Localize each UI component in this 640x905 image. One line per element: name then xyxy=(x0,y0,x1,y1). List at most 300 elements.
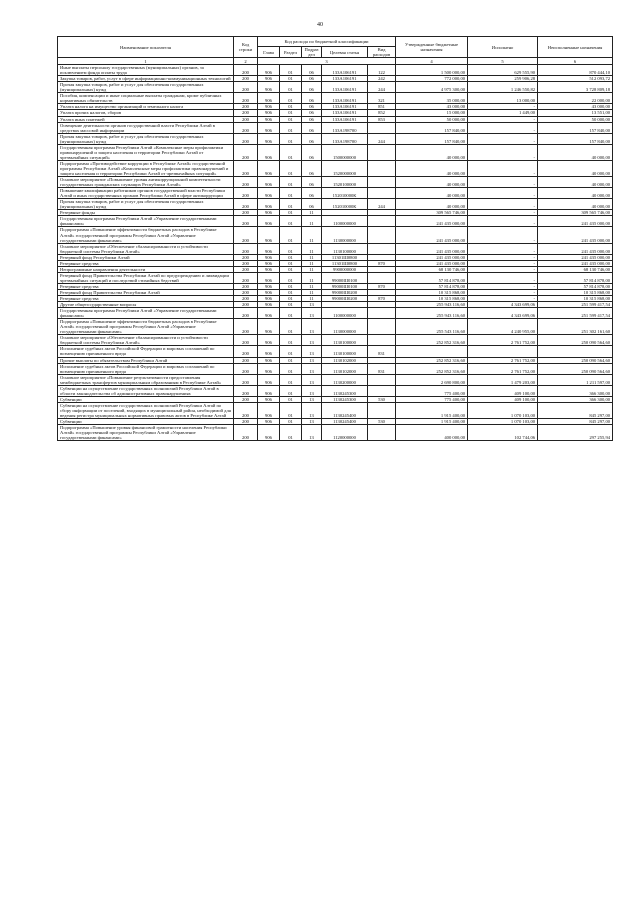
column-number: 6 xyxy=(538,58,613,65)
cell-name: Субвенции на осуществление государственных полномочий Республики Алтай по сбору информации от поселений, входящих в муниципальный район, необходимой для ведения регистра муниципальных нормативных правовых актов в Республике Алтай xyxy=(58,402,234,418)
cell-row-code: 200 xyxy=(234,402,258,418)
cell-name: Другие общегосударственные вопросы xyxy=(58,302,234,308)
cell-row-code: 200 xyxy=(234,216,258,227)
table-row xyxy=(58,216,613,227)
cell-section: 01 xyxy=(280,283,302,289)
cell-target: 1130245400 xyxy=(322,402,368,418)
cell-row-code: 200 xyxy=(234,133,258,144)
cell-approved xyxy=(396,346,468,357)
cell-target: 133А106191 xyxy=(322,76,368,82)
cell-chapter: 906 xyxy=(258,188,280,199)
cell-subsection: 11 xyxy=(302,272,322,283)
cell-subsection: 13 xyxy=(302,425,322,441)
cell-section: 01 xyxy=(280,308,302,319)
cell-approved: 1 500 000,00 xyxy=(396,65,468,76)
cell-row-code: 200 xyxy=(234,302,258,308)
cell-chapter: 906 xyxy=(258,227,280,243)
cell-chapter: 906 xyxy=(258,76,280,82)
cell-unexecuted: 43 000,00 xyxy=(538,104,613,110)
cell-name: Уплата прочих налогов, сборов xyxy=(58,110,234,116)
cell-row-code: 200 xyxy=(234,254,258,260)
cell-section: 01 xyxy=(280,363,302,374)
cell-expense-type: 831 xyxy=(368,346,396,357)
cell-executed: - xyxy=(468,199,538,210)
cell-target: 133А106191 xyxy=(322,93,368,104)
cell-unexecuted: 250 090 564,60 xyxy=(538,335,613,346)
cell-executed: - xyxy=(468,216,538,227)
cell-subsection: 13 xyxy=(302,396,322,402)
cell-row-code: 200 xyxy=(234,289,258,295)
cell-unexecuted: 250 090 564,60 xyxy=(538,363,613,374)
cell-approved: 15 000,00 xyxy=(396,110,468,116)
cell-name: Государственная программа Республики Алтай «Комплексные меры профилактики правонарушений и защита населения и территории Республики Алтай от чрезвычайных ситуаций» xyxy=(58,144,234,160)
cell-approved: 252 852 316,60 xyxy=(396,363,468,374)
cell-expense-type: 530 xyxy=(368,396,396,402)
cell-name: Субвенции на осуществление государственных полномочий Республики Алтай в области законодательства об административных правонарушениях xyxy=(58,385,234,396)
header-expense-type: Вид расходов xyxy=(368,47,396,58)
cell-name: Прочая закупка товаров, работ и услуг для обеспечения государственных (муниципальных) нужд xyxy=(58,133,234,144)
cell-unexecuted: 40 000,00 xyxy=(538,199,613,210)
cell-unexecuted: 50 000,00 xyxy=(538,116,613,122)
cell-target: 1120000000 xyxy=(322,425,368,441)
cell-executed: - xyxy=(468,188,538,199)
table-body xyxy=(58,65,613,441)
cell-chapter: 906 xyxy=(258,402,280,418)
cell-unexecuted: 40 000,00 xyxy=(538,177,613,188)
cell-section: 01 xyxy=(280,104,302,110)
column-number: 4 xyxy=(396,58,468,65)
cell-chapter: 906 xyxy=(258,243,280,254)
cell-section: 01 xyxy=(280,357,302,363)
table-row xyxy=(58,188,613,199)
cell-chapter: 906 xyxy=(258,283,280,289)
cell-executed: - xyxy=(468,266,538,272)
cell-unexecuted xyxy=(538,346,613,357)
cell-unexecuted: 309 565 746,00 xyxy=(538,210,613,216)
cell-target: 1130100000 xyxy=(322,346,368,357)
cell-section: 01 xyxy=(280,216,302,227)
cell-subsection: 13 xyxy=(302,346,322,357)
cell-expense-type xyxy=(368,188,396,199)
cell-target: 152010000К xyxy=(322,188,368,199)
column-number: 2 xyxy=(234,58,258,65)
cell-subsection: 13 xyxy=(302,374,322,385)
header-approved: Утвержденные бюджетные назначения xyxy=(396,37,468,58)
cell-section: 01 xyxy=(280,396,302,402)
cell-name: Закупка товаров, работ, услуг в сфере информационно-коммуникационных технологий xyxy=(58,76,234,82)
cell-subsection: 06 xyxy=(302,144,322,160)
cell-row-code: 200 xyxy=(234,319,258,335)
table-row xyxy=(58,346,613,357)
table-row xyxy=(58,82,613,93)
cell-section: 01 xyxy=(280,302,302,308)
cell-expense-type xyxy=(368,308,396,319)
cell-approved: 309 565 746,00 xyxy=(396,210,468,216)
cell-name: Основное мероприятие «Повышение результативности предоставления межбюджетных трансфертов муниципальным образованиям в Республике Алтай» xyxy=(58,374,234,385)
table-row xyxy=(58,385,613,396)
cell-name: Пособия, компенсации и иные социальные выплаты гражданам, кроме публичных нормативных обязательств xyxy=(58,93,234,104)
cell-unexecuted: 241 435 000,00 xyxy=(538,216,613,227)
table-row xyxy=(58,177,613,188)
cell-target: 99000Ш0100 xyxy=(322,283,368,289)
cell-unexecuted: 241 435 000,00 xyxy=(538,227,613,243)
cell-name: Прочие выплаты по обязательствам Республики Алтай xyxy=(58,357,234,363)
cell-subsection: 11 xyxy=(302,260,322,266)
cell-name: Освещение деятельности органов государственной власти Республики Алтай в средствах массовой информации xyxy=(58,122,234,133)
cell-name: Подпрограмма «Повышение эффективности бюджетных расходов в Республике Алтай» государственной программы Республики Алтай «Управление государственными финансами» xyxy=(58,319,234,335)
cell-subsection: 06 xyxy=(302,110,322,116)
cell-unexecuted: 10 315 868,00 xyxy=(538,296,613,302)
cell-name: Резервный фонд Правительства Республики Алтай по предупреждению и ликвидации чрезвычайных ситуаций и последствий стихийных бедствий xyxy=(58,272,234,283)
cell-unexecuted: 366 300,00 xyxy=(538,385,613,396)
cell-executed: 4 240 955,00 xyxy=(468,319,538,335)
cell-row-code: 200 xyxy=(234,144,258,160)
table-header xyxy=(58,37,613,65)
cell-section: 01 xyxy=(280,110,302,116)
cell-section: 01 xyxy=(280,346,302,357)
cell-approved: 40 000,00 xyxy=(396,199,468,210)
cell-section: 01 xyxy=(280,65,302,76)
cell-name: Резервный фонд Республики Алтай xyxy=(58,254,234,260)
cell-row-code: 200 xyxy=(234,346,258,357)
cell-approved: 40 000,00 xyxy=(396,177,468,188)
cell-target: 1130102000 xyxy=(322,357,368,363)
cell-approved: 400 000,00 xyxy=(396,425,468,441)
cell-executed: - xyxy=(468,177,538,188)
cell-expense-type xyxy=(368,122,396,133)
cell-target: 1100000000 xyxy=(322,216,368,227)
cell-chapter: 906 xyxy=(258,272,280,283)
page-number: 40 xyxy=(317,22,323,28)
cell-chapter: 906 xyxy=(258,82,280,93)
cell-subsection: 11 xyxy=(302,289,322,295)
cell-unexecuted: 10 315 868,00 xyxy=(538,289,613,295)
cell-name: Резервные фонды xyxy=(58,210,234,216)
cell-target: 9900000000 xyxy=(322,266,368,272)
cell-expense-type xyxy=(368,144,396,160)
cell-row-code: 200 xyxy=(234,266,258,272)
cell-executed: - xyxy=(468,160,538,176)
cell-chapter: 906 xyxy=(258,133,280,144)
cell-row-code: 200 xyxy=(234,260,258,266)
cell-section: 01 xyxy=(280,160,302,176)
cell-row-code: 200 xyxy=(234,374,258,385)
cell-section: 01 xyxy=(280,116,302,122)
cell-unexecuted: 40 000,00 xyxy=(538,188,613,199)
cell-expense-type: 244 xyxy=(368,199,396,210)
header-target: Целевая статья xyxy=(322,47,368,58)
cell-executed: 1 449,00 xyxy=(468,110,538,116)
column-number: 5 xyxy=(468,58,538,65)
cell-subsection: 06 xyxy=(302,65,322,76)
cell-executed: - xyxy=(468,122,538,133)
cell-name: Уплата иных платежей xyxy=(58,116,234,122)
cell-row-code: 200 xyxy=(234,419,258,425)
cell-chapter: 906 xyxy=(258,302,280,308)
cell-executed: - xyxy=(468,116,538,122)
cell-executed: 13 000,00 xyxy=(468,93,538,104)
cell-name: Прочая закупка товаров, работ и услуг для обеспечения государственных (муниципальных) нужд xyxy=(58,199,234,210)
cell-name: Исполнение судебных актов Российской Федерации и мировых соглашений по возмещению причиненного вреда xyxy=(58,363,234,374)
table-row xyxy=(58,272,613,283)
cell-subsection: 06 xyxy=(302,82,322,93)
cell-section: 01 xyxy=(280,419,302,425)
header-unexecuted: Неисполненные назначения xyxy=(538,37,613,58)
cell-expense-type: 242 xyxy=(368,76,396,82)
cell-unexecuted: 297 255,94 xyxy=(538,425,613,441)
cell-target: 1130200000 xyxy=(322,374,368,385)
cell-executed: - xyxy=(468,210,538,216)
cell-unexecuted: 251 599 417,54 xyxy=(538,308,613,319)
cell-target: 99000Ш0200 xyxy=(322,289,368,295)
cell-approved: 255 943 116,60 xyxy=(396,308,468,319)
cell-row-code: 200 xyxy=(234,160,258,176)
cell-chapter: 906 xyxy=(258,260,280,266)
cell-section: 01 xyxy=(280,260,302,266)
cell-executed: - xyxy=(468,283,538,289)
cell-subsection: 06 xyxy=(302,188,322,199)
cell-subsection: 11 xyxy=(302,266,322,272)
cell-approved: 40 000,00 xyxy=(396,188,468,199)
cell-section: 01 xyxy=(280,385,302,396)
cell-target: 1130100000 xyxy=(322,335,368,346)
cell-section: 01 xyxy=(280,76,302,82)
table-row xyxy=(58,122,613,133)
cell-executed: 1 070 103,00 xyxy=(468,402,538,418)
column-number-row xyxy=(58,58,613,65)
cell-row-code: 200 xyxy=(234,210,258,216)
cell-subsection: 11 xyxy=(302,243,322,254)
header-chapter: Глава xyxy=(258,47,280,58)
header-subsection: Подраздел xyxy=(302,47,322,58)
table-row xyxy=(58,76,613,82)
cell-target: 1130245400 xyxy=(322,419,368,425)
cell-row-code: 200 xyxy=(234,308,258,319)
cell-subsection: 06 xyxy=(302,160,322,176)
cell-subsection: 06 xyxy=(302,104,322,110)
cell-target: 133А106191 xyxy=(322,104,368,110)
cell-chapter: 906 xyxy=(258,216,280,227)
cell-name: Резервный фонд Правительства Республики Алтай xyxy=(58,289,234,295)
cell-row-code: 200 xyxy=(234,110,258,116)
cell-subsection: 11 xyxy=(302,210,322,216)
cell-row-code: 200 xyxy=(234,296,258,302)
cell-section: 01 xyxy=(280,425,302,441)
cell-chapter: 906 xyxy=(258,177,280,188)
cell-section: 01 xyxy=(280,210,302,216)
cell-subsection: 13 xyxy=(302,385,322,396)
cell-unexecuted: 241 435 000,00 xyxy=(538,254,613,260)
cell-row-code: 200 xyxy=(234,104,258,110)
cell-subsection: 13 xyxy=(302,302,322,308)
header-row-code: Код строки xyxy=(234,37,258,58)
cell-chapter: 906 xyxy=(258,374,280,385)
cell-section: 01 xyxy=(280,319,302,335)
cell-expense-type xyxy=(368,385,396,396)
cell-chapter: 906 xyxy=(258,425,280,441)
cell-approved: 10 315 868,00 xyxy=(396,296,468,302)
cell-unexecuted: 250 090 564,60 xyxy=(538,357,613,363)
cell-section: 01 xyxy=(280,144,302,160)
cell-chapter: 906 xyxy=(258,104,280,110)
cell-subsection: 06 xyxy=(302,133,322,144)
cell-approved: 157 840,00 xyxy=(396,122,468,133)
cell-executed: - xyxy=(468,133,538,144)
cell-target: 1130102000 xyxy=(322,363,368,374)
cell-expense-type: 870 xyxy=(368,296,396,302)
cell-name: Резервные средства xyxy=(58,260,234,266)
cell-approved: 255 543 116,60 xyxy=(396,319,468,335)
cell-subsection: 11 xyxy=(302,283,322,289)
cell-subsection: 11 xyxy=(302,254,322,260)
cell-unexecuted: 57 814 878,00 xyxy=(538,272,613,283)
cell-section: 01 xyxy=(280,199,302,210)
cell-subsection: 13 xyxy=(302,402,322,418)
cell-approved: 252 852 316,60 xyxy=(396,335,468,346)
cell-expense-type: 853 xyxy=(368,116,396,122)
cell-executed: - xyxy=(468,289,538,295)
cell-section: 01 xyxy=(280,296,302,302)
cell-expense-type xyxy=(368,177,396,188)
cell-unexecuted: 22 000,00 xyxy=(538,93,613,104)
cell-executed: 1 070 103,00 xyxy=(468,419,538,425)
table-row xyxy=(58,335,613,346)
cell-chapter: 906 xyxy=(258,254,280,260)
cell-row-code: 200 xyxy=(234,65,258,76)
cell-name: Субвенции xyxy=(58,419,234,425)
cell-subsection: 11 xyxy=(302,296,322,302)
cell-unexecuted: 157 840,00 xyxy=(538,133,613,144)
cell-target: 1100000000 xyxy=(322,308,368,319)
cell-target: 1520000000 xyxy=(322,160,368,176)
cell-section: 01 xyxy=(280,177,302,188)
cell-row-code: 200 xyxy=(234,243,258,254)
cell-row-code: 200 xyxy=(234,272,258,283)
cell-approved: 43 000,00 xyxy=(396,104,468,110)
cell-subsection: 13 xyxy=(302,363,322,374)
cell-name: Подпрограмма «Повышение эффективности бюджетных расходов в Республике Алтай» государственной программы Республики Алтай «Управление государственными финансами» xyxy=(58,227,234,243)
table-row xyxy=(58,199,613,210)
cell-unexecuted: 57 814 878,00 xyxy=(538,283,613,289)
cell-approved: 241 435 000,00 xyxy=(396,243,468,254)
column-number: 1 xyxy=(58,58,234,65)
cell-section: 01 xyxy=(280,227,302,243)
cell-chapter: 906 xyxy=(258,65,280,76)
cell-subsection: 06 xyxy=(302,122,322,133)
cell-approved: 255 943 116,60 xyxy=(396,302,468,308)
cell-approved: 35 000,00 xyxy=(396,93,468,104)
cell-approved: 241 435 000,00 xyxy=(396,260,468,266)
cell-chapter: 906 xyxy=(258,396,280,402)
cell-chapter: 906 xyxy=(258,385,280,396)
cell-expense-type: 852 xyxy=(368,110,396,116)
cell-section: 01 xyxy=(280,188,302,199)
cell-target: 1130245300 xyxy=(322,385,368,396)
cell-section: 01 xyxy=(280,82,302,93)
cell-chapter: 906 xyxy=(258,363,280,374)
cell-row-code: 200 xyxy=(234,177,258,188)
cell-chapter: 906 xyxy=(258,266,280,272)
cell-subsection: 13 xyxy=(302,319,322,335)
cell-approved: 775 400,00 xyxy=(396,385,468,396)
cell-executed xyxy=(468,346,538,357)
cell-target: 133А198700 xyxy=(322,122,368,133)
cell-subsection: 13 xyxy=(302,357,322,363)
cell-chapter: 906 xyxy=(258,210,280,216)
cell-target: 1520100000 xyxy=(322,177,368,188)
cell-row-code: 200 xyxy=(234,396,258,402)
cell-section: 01 xyxy=(280,335,302,346)
cell-row-code: 200 xyxy=(234,76,258,82)
cell-section: 01 xyxy=(280,254,302,260)
cell-executed: 409 100,00 xyxy=(468,385,538,396)
cell-name: Резервные средства xyxy=(58,296,234,302)
cell-name: Прочая закупка товаров, работ и услуг для обеспечения государственных (муниципальных) нужд xyxy=(58,82,234,93)
cell-unexecuted: 241 435 000,00 xyxy=(538,260,613,266)
cell-target: 1130100000 xyxy=(322,243,368,254)
cell-subsection: 06 xyxy=(302,177,322,188)
cell-name: Иные выплаты персоналу государственных (муниципальных) органов, за исключением фонда оплаты труда xyxy=(58,65,234,76)
cell-subsection: 06 xyxy=(302,93,322,104)
cell-target: 1130000000 xyxy=(322,319,368,335)
table-row xyxy=(58,319,613,335)
table-row xyxy=(58,93,613,104)
column-number: 3 xyxy=(258,58,396,65)
cell-target: 11301Ш0800 xyxy=(322,254,368,260)
cell-unexecuted: 870 444,10 xyxy=(538,65,613,76)
cell-approved: 1 915 400,00 xyxy=(396,402,468,418)
cell-target: 1130245300 xyxy=(322,396,368,402)
cell-approved: 57 814 878,00 xyxy=(396,283,468,289)
cell-expense-type: 122 xyxy=(368,65,396,76)
cell-chapter: 906 xyxy=(258,419,280,425)
cell-unexecuted: 512 093,72 xyxy=(538,76,613,82)
table-row xyxy=(58,425,613,441)
cell-unexecuted: 1 211 597,00 xyxy=(538,374,613,385)
cell-executed: 4 343 699,06 xyxy=(468,308,538,319)
cell-expense-type xyxy=(368,402,396,418)
cell-chapter: 906 xyxy=(258,346,280,357)
cell-chapter: 906 xyxy=(258,160,280,176)
cell-unexecuted: 13 551,00 xyxy=(538,110,613,116)
cell-chapter: 906 xyxy=(258,296,280,302)
cell-unexecuted: 251 599 417,54 xyxy=(538,302,613,308)
cell-subsection: 06 xyxy=(302,116,322,122)
cell-executed: 2 761 752,00 xyxy=(468,335,538,346)
cell-target: 1500000000 xyxy=(322,144,368,160)
cell-row-code: 200 xyxy=(234,199,258,210)
cell-unexecuted: 845 297,00 xyxy=(538,402,613,418)
cell-name: Подпрограмма «Противодействие коррупции в Республике Алтай» государственной программы Республики Алтай «Комплексные меры профилактики правонарушений и защита населения и территории Республики Алтай от чрезвычайных ситуаций» xyxy=(58,160,234,176)
cell-approved: 772 000,00 xyxy=(396,76,468,82)
cell-executed: 629 555,90 xyxy=(468,65,538,76)
cell-section: 01 xyxy=(280,374,302,385)
cell-section: 01 xyxy=(280,266,302,272)
budget-execution-table xyxy=(57,36,613,441)
cell-approved: 1 915 400,00 xyxy=(396,419,468,425)
cell-unexecuted: 68 130 746,00 xyxy=(538,266,613,272)
cell-expense-type xyxy=(368,227,396,243)
cell-row-code: 200 xyxy=(234,363,258,374)
cell-row-code: 200 xyxy=(234,188,258,199)
cell-section: 01 xyxy=(280,272,302,283)
cell-chapter: 906 xyxy=(258,357,280,363)
cell-expense-type xyxy=(368,319,396,335)
cell-name: Основное мероприятие «Обеспечение сбалансированности и устойчивости бюджетной системы Республики Алтай» xyxy=(58,335,234,346)
cell-expense-type: 530 xyxy=(368,419,396,425)
cell-section: 01 xyxy=(280,93,302,104)
cell-expense-type: 244 xyxy=(368,82,396,93)
